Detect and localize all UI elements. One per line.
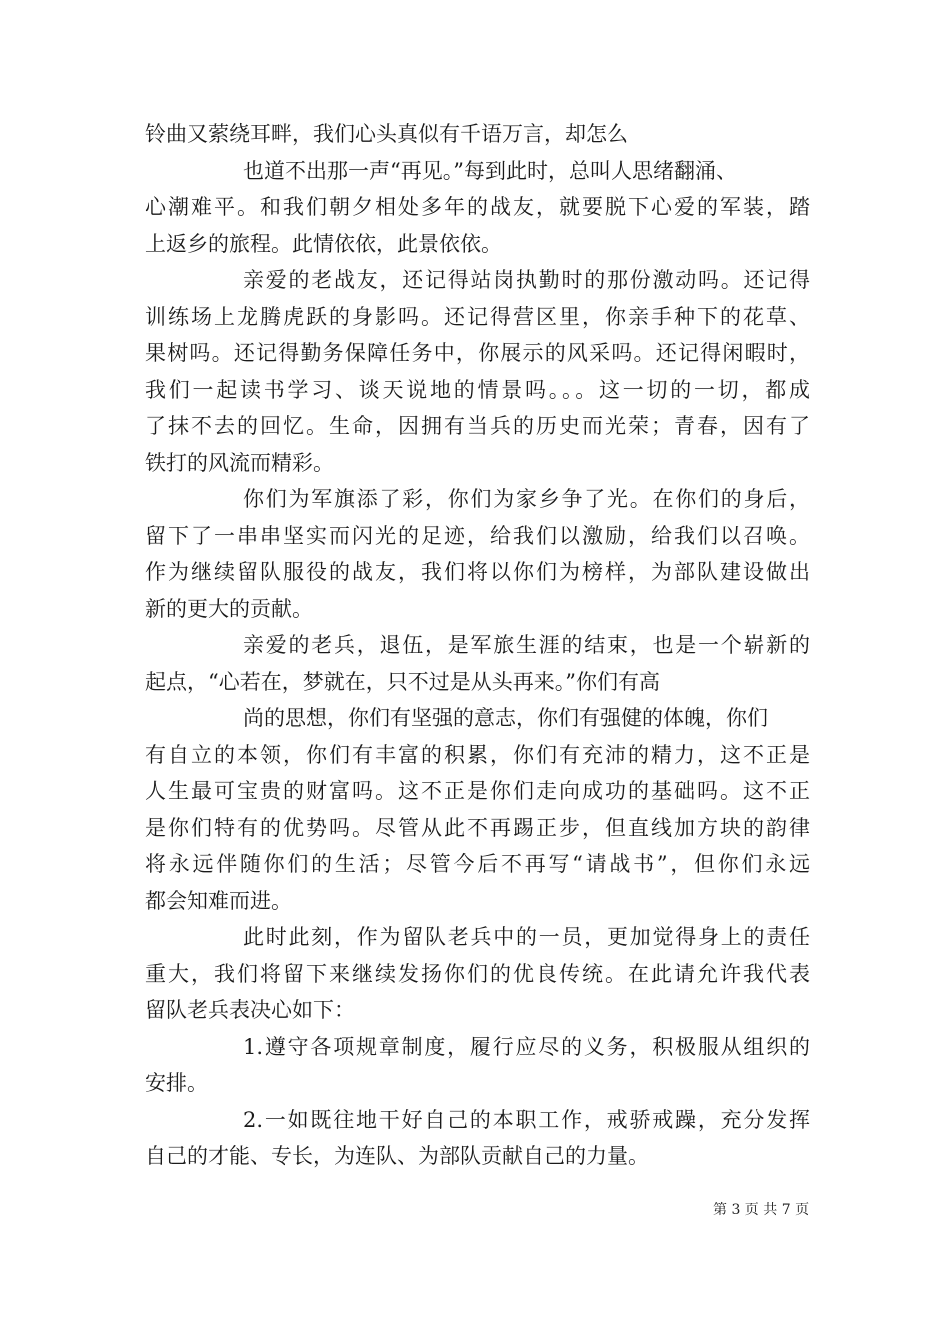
text-line: 起点，“心若在，梦就在，只不过是从头再来。”你们有高 [145, 669, 660, 694]
text-line: 安排。 [145, 1071, 208, 1095]
text-line: 新的更大的贡献。 [145, 596, 313, 621]
page-number: 第 3 页 共 7 页 [713, 1202, 810, 1218]
text-line: 有自立的本领，你们有丰富的积累，你们有充沛的精力，这不正是 [145, 742, 810, 767]
text-line: 人生最可宝贵的财富吗。这不正是你们走向成功的基础吗。这不正 [145, 779, 810, 803]
text-line: 亲爱的老战友，还记得站岗执勤时的那份激动吗。还记得 [243, 268, 810, 292]
text-line: 我们一起读书学习、谈天说地的情景吗。。。这一切的一切，都成 [145, 377, 810, 402]
text-line: 你们为军旗添了彩，你们为家乡争了光。在你们的身后， [243, 487, 810, 511]
text-line: 铁打的风流而精彩。 [145, 450, 334, 475]
list-item: 2.一如既往地干好自己的本职工作，戒骄戒躁，充分发挥 [243, 1107, 810, 1132]
text-line: 果树吗。还记得勤务保障任务中，你展示的风采吗。还记得闲暇时， [145, 341, 810, 365]
text-line: 训练场上龙腾虎跃的身影吗。还记得营区里，你亲手种下的花草、 [145, 304, 810, 329]
text-line: 重大，我们将留下来继续发扬你们的优良传统。在此请允许我代表 [145, 961, 810, 986]
text-line: 此时此刻，作为留队老兵中的一员，更加觉得身上的责任 [243, 925, 810, 949]
text-line: 心潮难平。和我们朝夕相处多年的战友，就要脱下心爱的军装，踏 [145, 195, 810, 219]
text-line: 也道不出那一声“再见。”每到此时，总叫人思绪翻涌、 [243, 158, 737, 183]
text-line: 亲爱的老兵，退伍，是军旅生涯的结束，也是一个崭新的 [243, 633, 810, 657]
text-line: 自己的才能、专长，为连队、为部队贡献自己的力量。 [145, 1144, 649, 1168]
text-line: 尚的思想，你们有坚强的意志，你们有强健的体魄，你们 [243, 706, 768, 730]
text-line: 将永远伴随你们的生活；尽管今后不再写“请战书”，但你们永远 [145, 852, 810, 876]
text-line: 是你们特有的优势吗。尽管从此不再踢正步，但直线加方块的韵律 [145, 815, 810, 840]
text-line: 了抹不去的回忆。生命，因拥有当兵的历史而光荣；青春，因有了 [145, 414, 810, 438]
text-line: 都会知难而进。 [145, 888, 292, 913]
text-line: 作为继续留队服役的战友，我们将以你们为榜样，为部队建设做出 [145, 560, 810, 584]
text-line: 上返乡的旅程。此情依依，此景依依。 [145, 231, 502, 256]
text-line: 留队老兵表决心如下： [145, 998, 355, 1022]
text-line: 留下了一串串坚实而闪光的足迹，给我们以激励，给我们以召唤。 [145, 523, 810, 548]
text-line: 铃曲又萦绕耳畔，我们心头真似有千语万言，却怎么 [145, 122, 628, 146]
document-body [145, 116, 810, 1175]
list-item: 1.遵守各项规章制度，履行应尽的义务，积极服从组织的 [243, 1034, 810, 1059]
